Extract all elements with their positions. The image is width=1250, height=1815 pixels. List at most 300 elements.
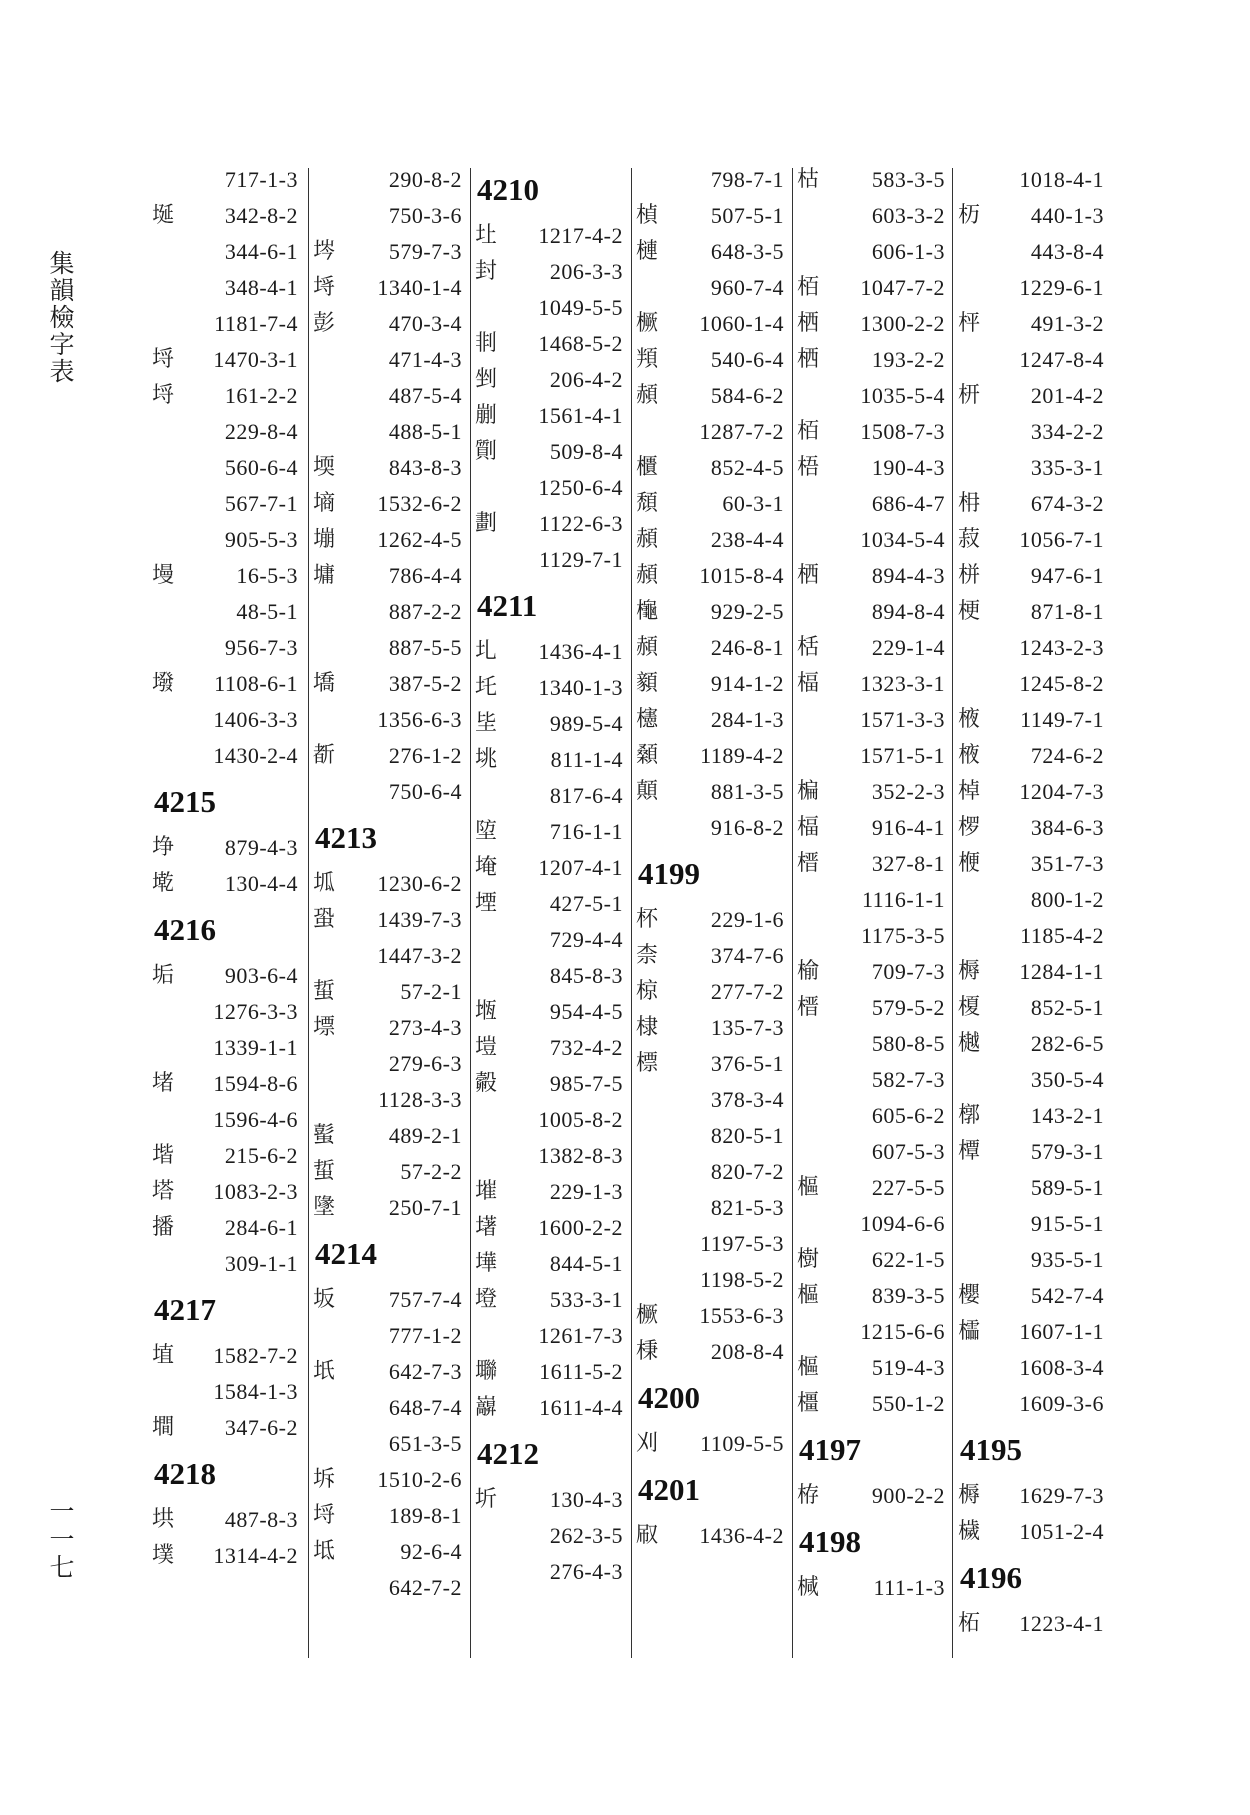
- entry-location-code: 1510-2-6: [377, 1467, 462, 1492]
- entry-location-code: 1204-7-3: [1019, 779, 1104, 804]
- entry-location-code: 881-3-5: [710, 779, 784, 804]
- index-entry: [636, 1190, 784, 1226]
- index-entry: [152, 522, 298, 558]
- entry-character: 栟: [958, 563, 981, 588]
- index-entry: [958, 846, 1104, 882]
- index-entry: [636, 1046, 784, 1082]
- index-entry: [958, 738, 1104, 774]
- index-entry: [958, 954, 1104, 990]
- entry-location-code: 1340-1-4: [377, 275, 462, 300]
- entry-location-code: 916-8-2: [710, 815, 784, 840]
- entry-location-code: 488-5-1: [388, 419, 462, 444]
- entry-location-code: 560-6-4: [224, 455, 298, 480]
- entry-location-code: 57-2-1: [400, 979, 462, 1004]
- entry-location-code: 470-3-4: [388, 311, 462, 336]
- entry-location-code: 262-3-5: [549, 1523, 623, 1548]
- entry-character: 墔: [475, 1179, 498, 1204]
- column-5: [797, 162, 945, 1606]
- index-entry: [152, 630, 298, 666]
- entry-character: 封: [475, 259, 498, 284]
- entry-location-code: 335-3-1: [1030, 455, 1104, 480]
- entry-character: 墷: [475, 1251, 498, 1276]
- index-entry: [797, 954, 945, 990]
- entry-location-code: 229-1-4: [871, 635, 945, 660]
- index-entry: [475, 922, 623, 958]
- entry-character: 樞: [797, 1283, 820, 1308]
- entry-location-code: 1083-2-3: [213, 1179, 298, 1204]
- entry-location-code: 238-4-4: [710, 527, 784, 552]
- index-entry: [313, 306, 462, 342]
- index-entry: [636, 1082, 784, 1118]
- entry-location-code: 905-5-3: [224, 527, 298, 552]
- entry-character: 棭: [958, 743, 981, 768]
- entry-location-code: 1051-2-4: [1019, 1519, 1104, 1544]
- entry-character: 橿: [797, 1391, 820, 1416]
- index-entry: [475, 706, 623, 742]
- entry-location-code: 1561-4-1: [538, 403, 623, 428]
- index-entry: [475, 814, 623, 850]
- column-divider: [470, 168, 471, 1658]
- entry-location-code: 227-5-5: [871, 1175, 945, 1200]
- entry-location-code: 190-4-3: [871, 455, 945, 480]
- entry-character: 墉: [313, 563, 336, 588]
- entry-location-code: 1430-2-4: [213, 743, 298, 768]
- entry-location-code: 642-7-3: [388, 1359, 462, 1384]
- index-entry: [313, 594, 462, 630]
- index-entry: [636, 198, 784, 234]
- index-entry: [475, 1030, 623, 1066]
- index-entry: [152, 1502, 298, 1538]
- entry-location-code: 929-2-5: [710, 599, 784, 624]
- index-entry: [636, 1426, 784, 1462]
- index-entry: [797, 882, 945, 918]
- entry-location-code: 1243-2-3: [1019, 635, 1104, 660]
- entry-location-code: 327-8-1: [871, 851, 945, 876]
- index-entry: [152, 486, 298, 522]
- index-entry: [797, 234, 945, 270]
- index-entry: [152, 342, 298, 378]
- index-entry: [958, 666, 1104, 702]
- index-entry: [313, 198, 462, 234]
- entry-character: 劃: [475, 511, 498, 536]
- entry-character: 㕞: [636, 1523, 659, 1548]
- entry-character: 棅: [636, 1339, 659, 1364]
- entry-character: 塔: [152, 1179, 175, 1204]
- entry-character: 埯: [475, 855, 498, 880]
- index-entry: [636, 702, 784, 738]
- entry-location-code: 427-5-1: [549, 891, 623, 916]
- index-entry: [475, 1138, 623, 1174]
- entry-character: 墸: [475, 1215, 498, 1240]
- entry-character: 榎: [958, 995, 981, 1020]
- index-entry: [958, 630, 1104, 666]
- entry-character: 楄: [797, 779, 820, 804]
- entry-location-code: 1532-6-2: [377, 491, 462, 516]
- entry-character: 蟚: [313, 1123, 336, 1148]
- entry-location-code: 550-1-2: [871, 1391, 945, 1416]
- entry-location-code: 1470-3-1: [213, 347, 298, 372]
- index-entry: [958, 1606, 1104, 1642]
- index-entry: [958, 558, 1104, 594]
- entry-location-code: 1047-7-2: [860, 275, 945, 300]
- entry-location-code: 894-4-3: [871, 563, 945, 588]
- entry-location-code: 1339-1-1: [213, 1035, 298, 1060]
- index-entry: [475, 1354, 623, 1390]
- entry-character: 榗: [797, 995, 820, 1020]
- index-entry: [958, 1478, 1104, 1514]
- entry-character: 剉: [475, 367, 498, 392]
- index-entry: [958, 594, 1104, 630]
- entry-character: 劕: [475, 439, 498, 464]
- index-entry: [475, 1318, 623, 1354]
- column-1: [152, 162, 298, 1574]
- index-entry: [475, 778, 623, 814]
- section-heading: 4216: [154, 912, 216, 947]
- entry-character: 墬: [313, 1195, 336, 1220]
- entry-location-code: 1300-2-2: [860, 311, 945, 336]
- index-entry: [475, 634, 623, 670]
- entry-location-code: 507-5-1: [710, 203, 784, 228]
- entry-character: 埒: [152, 383, 175, 408]
- entry-location-code: 777-1-2: [388, 1323, 462, 1348]
- index-entry: [313, 902, 462, 938]
- entry-location-code: 900-2-2: [871, 1483, 945, 1508]
- index-entry: [152, 1102, 298, 1138]
- entry-character: 椷: [797, 1575, 820, 1600]
- entry-location-code: 1582-7-2: [213, 1343, 298, 1368]
- entry-character: 垢: [152, 963, 175, 988]
- entry-character: 墒: [313, 491, 336, 516]
- index-entry: [313, 974, 462, 1010]
- entry-location-code: 290-8-2: [388, 167, 462, 192]
- entry-location-code: 92-6-4: [400, 1539, 462, 1564]
- index-entry: [797, 1134, 945, 1170]
- section-heading: 4217: [154, 1292, 216, 1327]
- entry-location-code: 750-6-4: [388, 779, 462, 804]
- index-entry: [636, 342, 784, 378]
- index-entry: [475, 958, 623, 994]
- index-entry: [797, 990, 945, 1026]
- index-entry: [475, 398, 623, 434]
- index-entry: [475, 470, 623, 506]
- index-entry: [958, 1062, 1104, 1098]
- index-entry: [797, 1350, 945, 1386]
- index-entry: [797, 1170, 945, 1206]
- entry-character: 槤: [636, 239, 659, 264]
- entry-character: 坂: [313, 1287, 336, 1312]
- entry-location-code: 1198-5-2: [700, 1267, 784, 1292]
- entry-location-code: 1018-4-1: [1019, 167, 1104, 192]
- entry-location-code: 284-1-3: [710, 707, 784, 732]
- index-entry: [313, 1082, 462, 1118]
- entry-location-code: 378-3-4: [710, 1087, 784, 1112]
- entry-location-code: 589-5-1: [1030, 1175, 1104, 1200]
- index-entry: [313, 1282, 462, 1318]
- entry-location-code: 1128-3-3: [378, 1087, 462, 1112]
- index-entry: [636, 558, 784, 594]
- entry-location-code: 1323-3-1: [860, 671, 945, 696]
- entry-character: 柰: [636, 943, 659, 968]
- entry-character: 塴: [313, 527, 336, 552]
- entry-character: 楩: [958, 851, 981, 876]
- section-heading: 4199: [638, 856, 700, 891]
- index-entry: [475, 218, 623, 254]
- index-entry: [313, 414, 462, 450]
- entry-location-code: 471-4-3: [388, 347, 462, 372]
- entry-character: 墱: [475, 1287, 498, 1312]
- entry-character: 菽: [958, 527, 981, 552]
- entry-location-code: 605-6-2: [871, 1103, 945, 1128]
- index-entry: [636, 1298, 784, 1334]
- entry-character: 栢: [797, 275, 820, 300]
- entry-location-code: 1600-2-2: [538, 1215, 623, 1240]
- entry-location-code: 887-2-2: [388, 599, 462, 624]
- index-entry: [152, 866, 298, 902]
- entry-location-code: 344-6-1: [224, 239, 298, 264]
- index-entry: [636, 1010, 784, 1046]
- index-entry: [636, 378, 784, 414]
- entry-location-code: 811-1-4: [550, 747, 623, 772]
- index-entry: [313, 1570, 462, 1606]
- entry-character: 顙: [636, 743, 659, 768]
- entry-location-code: 489-2-1: [388, 1123, 462, 1148]
- entry-character: 壣: [475, 1359, 498, 1384]
- entry-character: 埴: [152, 1343, 175, 1368]
- entry-location-code: 542-7-4: [1030, 1283, 1104, 1308]
- column-6: [958, 162, 1104, 1642]
- entry-location-code: 509-8-4: [549, 439, 623, 464]
- index-entry: [313, 450, 462, 486]
- index-entry: [636, 938, 784, 974]
- entry-location-code: 935-5-1: [1030, 1247, 1104, 1272]
- section-heading: 4214: [315, 1236, 377, 1271]
- index-entry: [958, 342, 1104, 378]
- entry-location-code: 1108-6-1: [214, 671, 298, 696]
- index-entry: [958, 882, 1104, 918]
- entry-location-code: 1468-5-2: [538, 331, 623, 356]
- index-entry: [797, 666, 945, 702]
- entry-character: 杯: [636, 907, 659, 932]
- entry-character: 橛: [636, 1303, 659, 1328]
- index-entry: [152, 1410, 298, 1446]
- entry-location-code: 342-8-2: [224, 203, 298, 228]
- entry-character: 槈: [958, 959, 981, 984]
- entry-location-code: 1261-7-3: [538, 1323, 623, 1348]
- entry-character: 梧: [797, 455, 820, 480]
- index-entry: [313, 522, 462, 558]
- entry-location-code: 1230-6-2: [377, 871, 462, 896]
- entry-character: 頳: [636, 635, 659, 660]
- index-entry: [152, 1374, 298, 1410]
- index-entry: [313, 1462, 462, 1498]
- entry-location-code: 246-8-1: [710, 635, 784, 660]
- section-heading: 4195: [960, 1432, 1022, 1467]
- entry-location-code: 800-1-2: [1030, 887, 1104, 912]
- entry-location-code: 817-6-4: [549, 783, 623, 808]
- entry-location-code: 580-8-5: [871, 1031, 945, 1056]
- index-entry: [958, 702, 1104, 738]
- index-entry: [958, 810, 1104, 846]
- index-entry: [797, 378, 945, 414]
- index-entry: [152, 738, 298, 774]
- index-entry: [797, 774, 945, 810]
- entry-location-code: 309-1-1: [224, 1251, 298, 1276]
- entry-location-code: 376-5-1: [710, 1051, 784, 1076]
- section-heading: 4213: [315, 820, 377, 855]
- entry-location-code: 839-3-5: [871, 1283, 945, 1308]
- index-entry: [475, 506, 623, 542]
- index-entry: [958, 1350, 1104, 1386]
- entry-location-code: 821-5-3: [710, 1195, 784, 1220]
- entry-location-code: 1250-6-4: [538, 475, 623, 500]
- entry-location-code: 1223-4-1: [1019, 1611, 1104, 1636]
- index-entry: [152, 414, 298, 450]
- entry-location-code: 651-3-5: [388, 1431, 462, 1456]
- entry-character: 墢: [152, 671, 175, 696]
- entry-location-code: 352-2-3: [871, 779, 945, 804]
- entry-character: 棹: [958, 779, 981, 804]
- index-entry: [475, 1482, 623, 1518]
- section-heading: 4197: [799, 1432, 861, 1467]
- entry-character: 巐: [475, 1395, 498, 1420]
- entry-character: 櫶: [636, 707, 659, 732]
- index-entry: [958, 1314, 1104, 1350]
- entry-location-code: 607-5-3: [871, 1139, 945, 1164]
- entry-location-code: 1015-8-4: [699, 563, 784, 588]
- index-entry: [636, 974, 784, 1010]
- section-heading: 4196: [960, 1560, 1022, 1595]
- index-entry: [475, 1174, 623, 1210]
- entry-location-code: 709-7-3: [871, 959, 945, 984]
- entry-character: 墣: [152, 1543, 175, 1568]
- entry-character: 頳: [636, 383, 659, 408]
- entry-character: 棭: [958, 707, 981, 732]
- entry-character: 楨: [636, 203, 659, 228]
- entry-location-code: 135-7-3: [710, 1015, 784, 1040]
- entry-location-code: 57-2-2: [400, 1159, 462, 1184]
- entry-location-code: 487-8-3: [224, 1507, 298, 1532]
- index-entry: [152, 378, 298, 414]
- entry-location-code: 1447-3-2: [377, 943, 462, 968]
- entry-location-code: 1596-4-6: [213, 1107, 298, 1132]
- index-entry: [152, 830, 298, 866]
- index-entry: [797, 270, 945, 306]
- entry-character: 堵: [152, 1071, 175, 1096]
- index-entry: [313, 1390, 462, 1426]
- entry-location-code: 582-7-3: [871, 1067, 945, 1092]
- entry-location-code: 798-7-1: [710, 167, 784, 192]
- entry-location-code: 1181-7-4: [214, 311, 298, 336]
- column-divider: [308, 168, 309, 1658]
- entry-location-code: 686-4-7: [871, 491, 945, 516]
- index-entry: [636, 1518, 784, 1554]
- index-entry: [475, 1390, 623, 1426]
- index-entry: [313, 738, 462, 774]
- entry-location-code: 347-6-2: [224, 1415, 298, 1440]
- entry-location-code: 1245-8-2: [1019, 671, 1104, 696]
- index-entry: [797, 1278, 945, 1314]
- entry-character: 櫃: [636, 455, 659, 480]
- entry-character: 橝: [958, 1139, 981, 1164]
- entry-location-code: 229-1-3: [549, 1179, 623, 1204]
- entry-character: 櫻: [958, 1283, 981, 1308]
- entry-location-code: 1436-4-2: [699, 1523, 784, 1548]
- index-entry: [797, 702, 945, 738]
- entry-location-code: 915-5-1: [1030, 1211, 1104, 1236]
- entry-character: 栝: [797, 635, 820, 660]
- entry-character: 枏: [958, 491, 981, 516]
- entry-location-code: 716-1-1: [549, 819, 623, 844]
- index-entry: [958, 1242, 1104, 1278]
- index-entry: [313, 630, 462, 666]
- index-entry: [958, 1278, 1104, 1314]
- entry-location-code: 1262-4-5: [377, 527, 462, 552]
- entry-location-code: 1175-3-5: [861, 923, 945, 948]
- entry-location-code: 1276-3-3: [213, 999, 298, 1024]
- entry-location-code: 750-3-6: [388, 203, 462, 228]
- entry-character: 楅: [797, 815, 820, 840]
- entry-character: 樞: [797, 1355, 820, 1380]
- index-entry: [797, 1098, 945, 1134]
- index-entry: [152, 270, 298, 306]
- entry-location-code: 193-2-2: [871, 347, 945, 372]
- entry-location-code: 947-6-1: [1030, 563, 1104, 588]
- entry-location-code: 540-6-4: [710, 347, 784, 372]
- index-entry: [636, 414, 784, 450]
- entry-location-code: 603-3-2: [871, 203, 945, 228]
- entry-character: 垗: [475, 747, 498, 772]
- entry-character: 樹: [797, 1247, 820, 1272]
- index-entry: [313, 1534, 462, 1570]
- entry-location-code: 143-2-1: [1030, 1103, 1104, 1128]
- entry-location-code: 161-2-2: [224, 383, 298, 408]
- entry-character: 坒: [475, 711, 498, 736]
- index-entry: [958, 162, 1104, 198]
- entry-location-code: 215-6-2: [224, 1143, 298, 1168]
- entry-location-code: 250-7-1: [388, 1195, 462, 1220]
- entry-location-code: 1553-6-3: [699, 1303, 784, 1328]
- entry-character: 樞: [797, 1175, 820, 1200]
- index-entry: [636, 902, 784, 938]
- index-entry: [152, 306, 298, 342]
- entry-character: 樾: [958, 1031, 981, 1056]
- entry-location-code: 648-3-5: [710, 239, 784, 264]
- entry-location-code: 1049-5-5: [538, 295, 623, 320]
- entry-character: 梗: [958, 599, 981, 624]
- entry-location-code: 276-4-3: [549, 1559, 623, 1584]
- entry-location-code: 533-3-1: [549, 1287, 623, 1312]
- entry-location-code: 1129-7-1: [539, 547, 623, 572]
- entry-character: 堦: [152, 1143, 175, 1168]
- entry-location-code: 1094-6-6: [860, 1211, 945, 1236]
- entry-character: 栫: [797, 1483, 820, 1508]
- entry-location-code: 189-8-1: [388, 1503, 462, 1528]
- index-entry: [636, 774, 784, 810]
- column-2: [313, 162, 462, 1606]
- entry-location-code: 277-7-2: [710, 979, 784, 1004]
- index-entry: [636, 738, 784, 774]
- index-entry: [152, 450, 298, 486]
- index-entry: [797, 522, 945, 558]
- index-entry: [797, 1314, 945, 1350]
- entry-character: 杤: [958, 203, 981, 228]
- index-entry: [475, 290, 623, 326]
- section-heading: 4212: [477, 1436, 539, 1471]
- index-entry: [958, 198, 1104, 234]
- entry-character: 榗: [797, 851, 820, 876]
- section-heading: 4218: [154, 1456, 216, 1491]
- entry-location-code: 579-3-1: [1030, 1139, 1104, 1164]
